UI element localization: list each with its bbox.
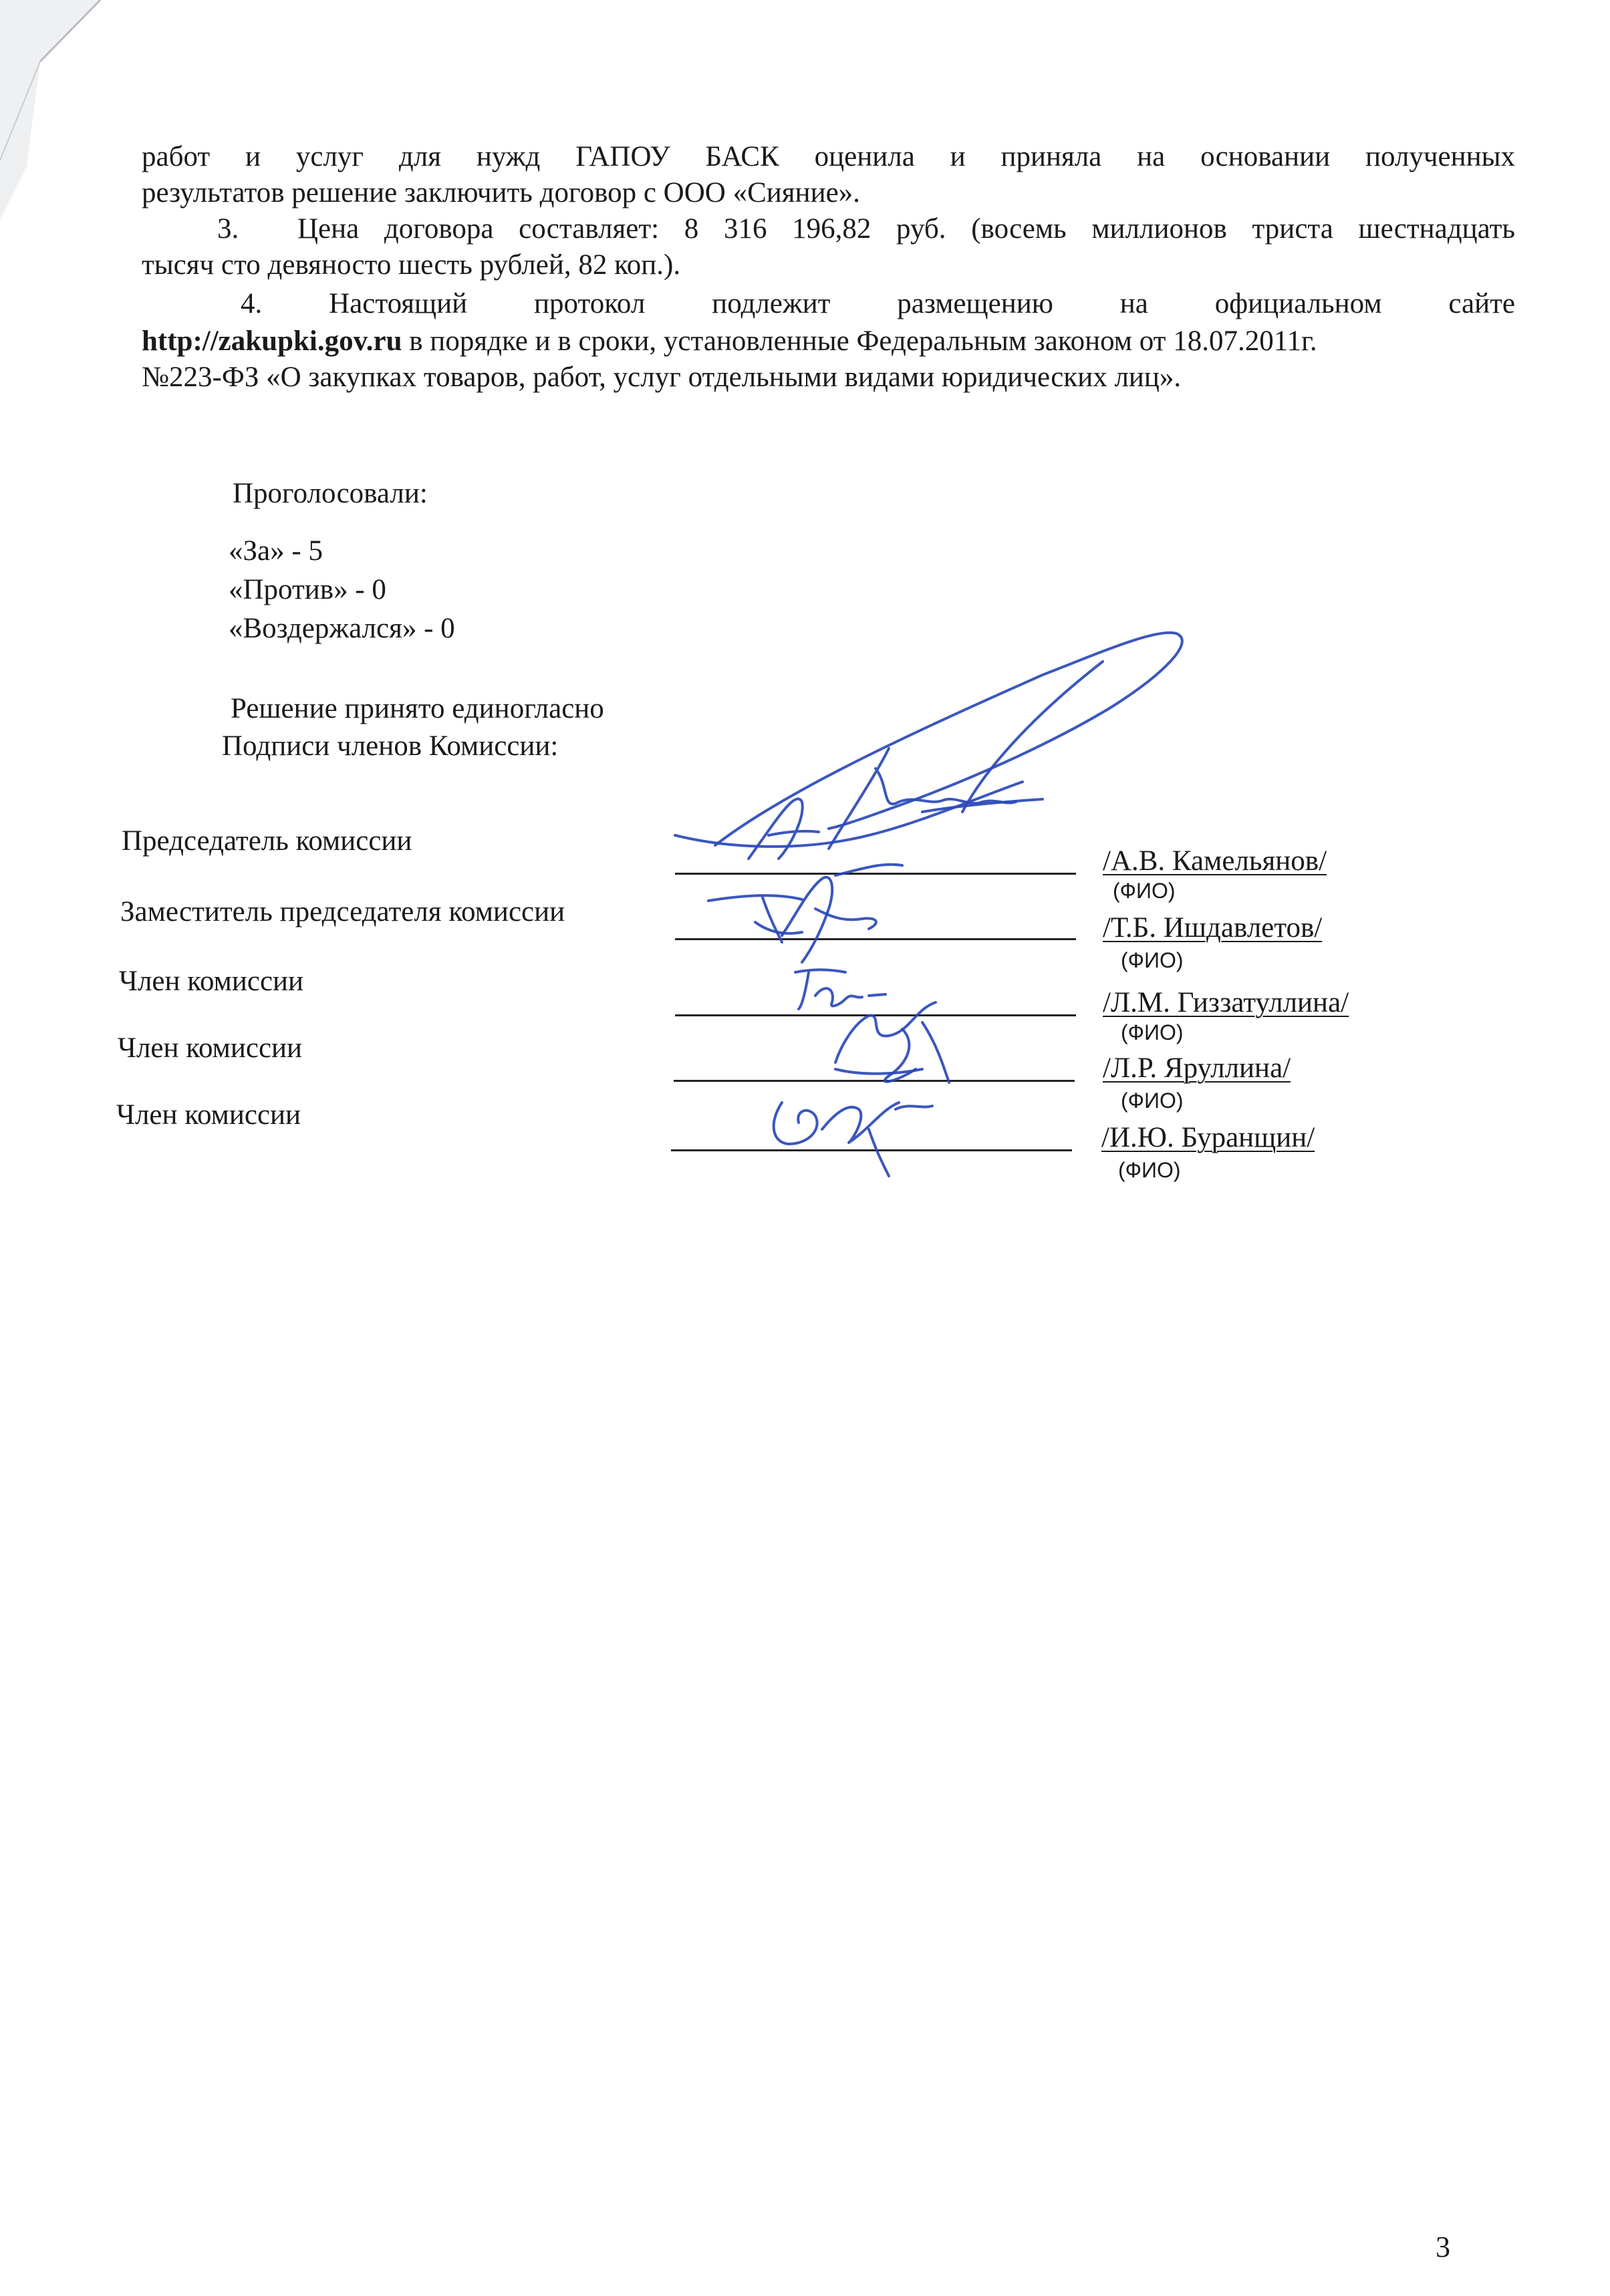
signature-line [675,938,1076,940]
fio-caption: (ФИО) [1118,1158,1181,1182]
signatory-role: Член комиссии [119,966,304,997]
signatory-name [1103,985,1349,1021]
item4-line-2-rest: в порядке и в сроки, установленные Федеральным законом от 18.07.2011г. [402,325,1317,357]
signatory-role: Председатель комиссии [122,825,412,857]
item4-line-3: №223-ФЗ «О закупках товаров, работ, услуг отдельными видами юридических лиц». [142,362,1182,393]
signature-deputy [708,865,902,962]
signature-line [675,873,1076,875]
signatory-name-text: /И.Ю. Буранщин/ [1101,1122,1315,1153]
signatory-role: Член комиссии [116,1099,301,1131]
decision-text: Решение принято единогласно [231,693,604,724]
signatory-name [1103,910,1322,946]
voted-heading: Проголосовали: [233,478,428,509]
fio-caption: (ФИО) [1121,1089,1184,1113]
fio-caption: (ФИО) [1121,1020,1184,1044]
vote-against: «Против» - 0 [229,574,386,605]
fio-caption: (ФИО) [1121,948,1184,972]
item3-line-2: тысяч сто девяносто шесть рублей, 82 коп.). [142,249,681,281]
page-number: 3 [1436,2231,1450,2263]
signatory-name [1101,1120,1315,1156]
signature-chairman [675,633,1182,859]
signatory-role: Член комиссии [118,1032,303,1064]
item4-line-2 [142,323,1515,360]
signature-line [675,1014,1076,1016]
signatory-name [1103,1050,1291,1087]
signature-member-3 [774,1103,932,1176]
vote-for: «За» - 5 [229,535,323,567]
intro-line-1: работ и услуг для нужд ГАПОУ БАСК оценила и приняла на основании полученных [142,141,1515,172]
intro-line-2: результатов решение заключить договор с ООО «Сияние». [142,177,860,208]
signatory-name-text: /Л.М. Гиззатуллина/ [1103,987,1349,1018]
signatures-heading: Подписи членов Комиссии: [222,730,559,762]
vote-abstain: «Воздержался» - 0 [229,613,455,644]
item4-line-1: 4. Настоящий протокол подлежит размещению на официальном сайте [241,288,1515,319]
signatory-name [1103,843,1327,879]
signatory-name-text: /Л.Р. Яруллина/ [1103,1052,1291,1084]
official-site-link[interactable]: http://zakupki.gov.ru [142,325,402,357]
item3-number: 3. [217,213,239,245]
signature-line [674,1080,1075,1082]
signatory-role: Заместитель председателя комиссии [120,896,565,927]
item3-line-1: Цена договора составляет: 8 316 196,82 руб. (восемь миллионов триста шестнадцать [297,213,1515,245]
signature-member-1 [795,970,886,1009]
fio-caption: (ФИО) [1113,879,1176,903]
signature-line [671,1149,1072,1151]
signatory-name-text: /А.В. Камельянов/ [1103,845,1327,877]
signatory-name-text: /Т.Б. Ишдавлетов/ [1103,912,1323,944]
